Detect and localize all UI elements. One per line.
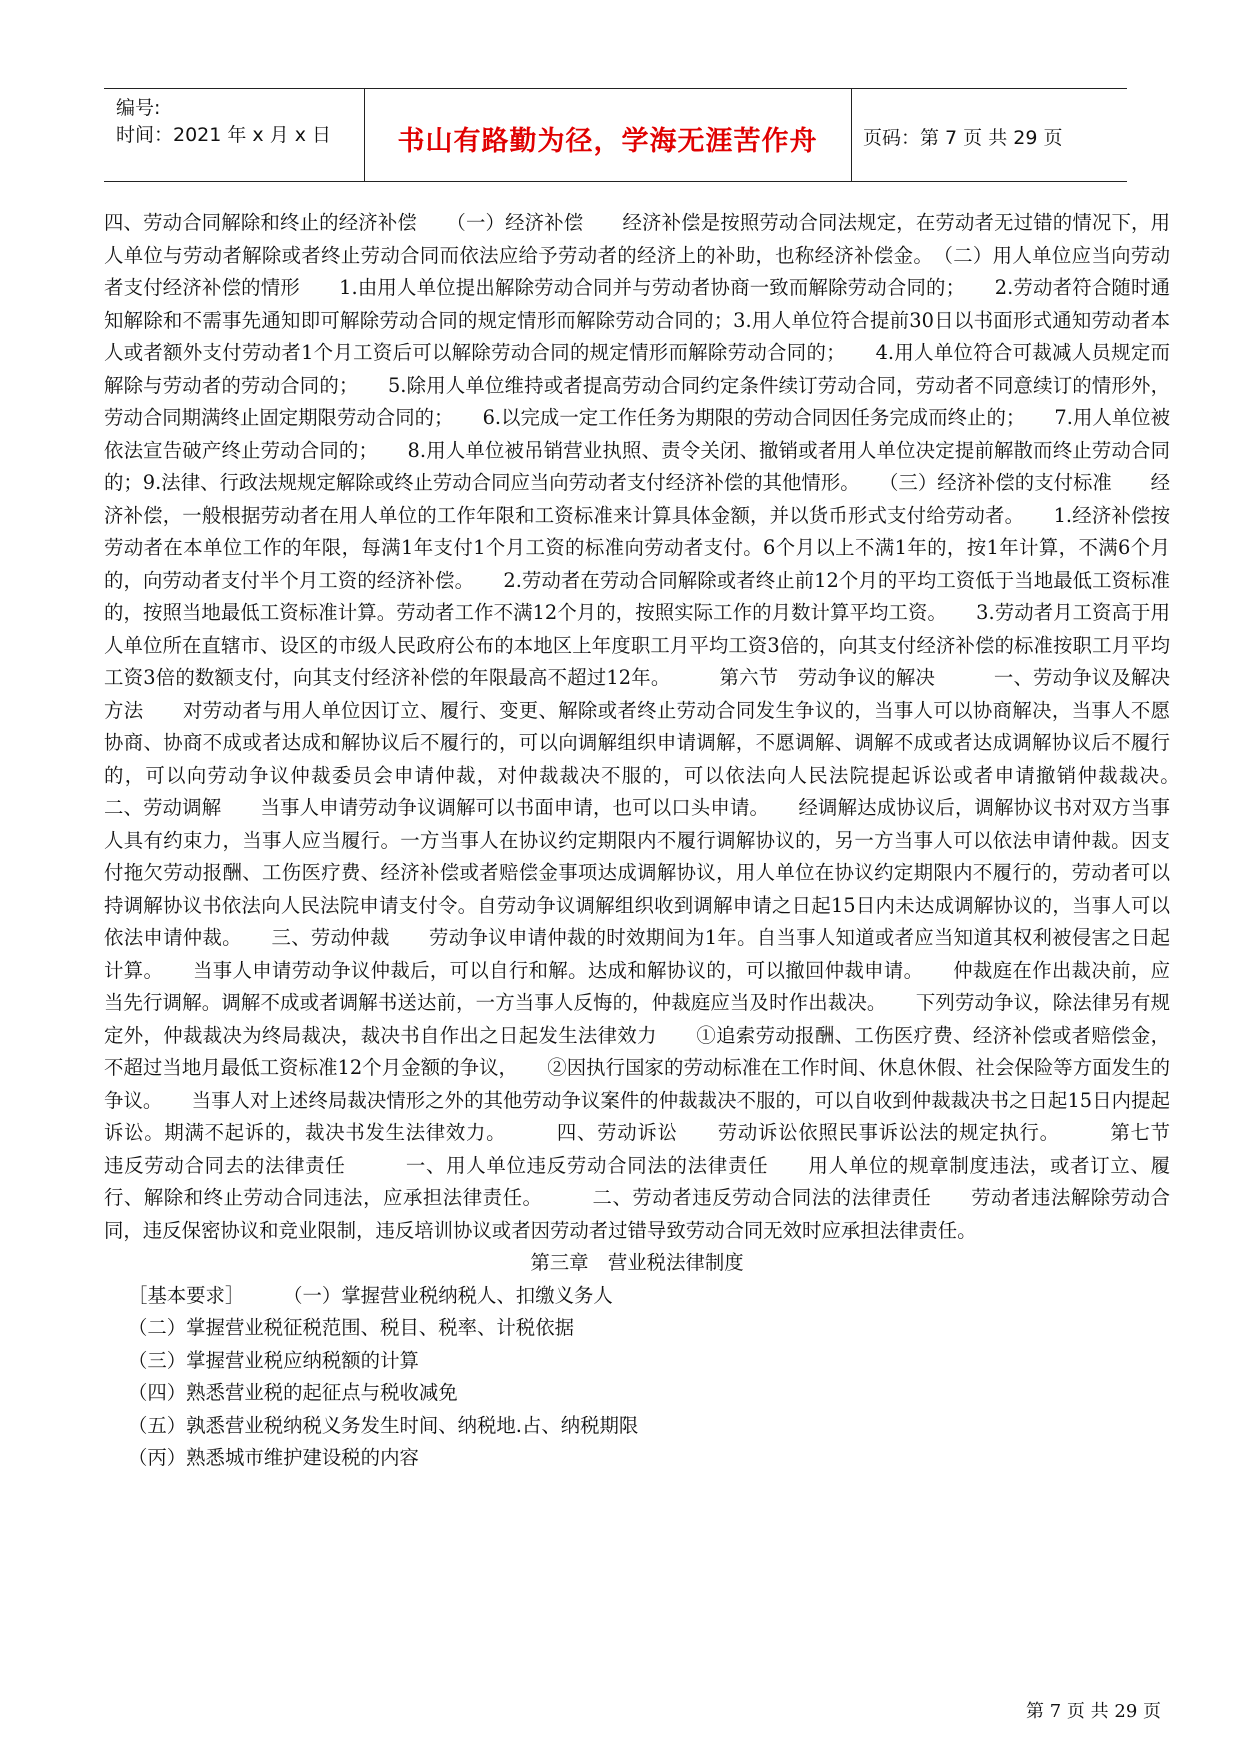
requirement-item: ［基本要求］ （一）掌握营业税纳税人、扣缴义务人 (128, 1283, 613, 1307)
page-header (104, 88, 1127, 182)
chapter-title: 第三章 营业税法律制度 (530, 1251, 744, 1274)
requirement-item: （五）孰悉营业税纳税义务发生时间、纳税地.占、纳税期限 (128, 1413, 639, 1437)
header-info-cell (104, 89, 365, 181)
header-motto-cell (364, 89, 852, 181)
requirement-item: （二）掌握营业税征税范围、税目、税率、计税依据 (128, 1316, 574, 1339)
header-motto: 书山有路勤为径，学海无涯苦作舟 (397, 126, 818, 157)
document-body (104, 207, 1229, 1475)
document-number-label: 编号: (116, 97, 161, 119)
body-paragraph: 四、劳动合同解除和终止的经济补偿 （一）经济补偿 经济补偿是按照劳动合同法规定，在劳动者无过错的情况下，用人单位与劳动者解除或者终止劳动合同而依法应给予劳动者的经济上的补助，也称经济补偿金。 （二）用人单位应当向劳动者支付经济补偿的情形 1.由用人单位提出解除劳动合同并与劳动者协商一致而解除劳动合同的； 2.劳动者符合随时通知解除和不需事先通知即可解除劳动合同的规定情形而解除劳动合同的；3.用人单位符合提前30日以书面形式通知劳动者本人或者额外支付劳动者1个月工资后可以解除劳动合同的规定情形而解除劳动合同的； 4.用人单位符合可裁减人员规定而解除与劳动者的劳动合同的； 5.除用人单位维持或者提高劳动合同约定条件续订劳动合同，劳动者不同意续订的情形外，劳动合同期满终止固定期限劳动合同的； 6.以完成一定工作任务为期限的劳动合同因任务完成而终止的； 7.用人单位被依法宣告破产终止劳动合同的； 8.用人单位被吊销营业执照、责令关闭、撤销或者用人单位决定提前解散而终止劳动合同的；9.法律、行政法规规定解除或终止劳动合同应当向劳动者支付经济补偿的其他情形。 （三）经济补偿的支付标准 经济补偿，一般根据劳动者在用人单位的工作年限和工资标准来计算具体金额，并以货币形式支付给劳动者。 1.经济补偿按劳动者在本单位工作的年限，每满1年支付1个月工资的标准向劳动者支付。6个月以上不满1年的，按1年计算，不满6个月的，向劳动者支付半个月工资的经济补偿。 2.劳动者在劳动合同解除或者终止前12个月的平均工资低于当地最低工资标准的，按照当地最低工资标准计算。劳动者工作不满12个月的，按照实际工作的月数计算平均工资。 3.劳动者月工资高于用人单位所在直辖市、设区的市级人民政府公布的本地区上年度职工月平均工资3倍的，向其支付经济补偿的标准按职工月平均工资3倍的数额支付，向其支付经济补偿的年限最高不超过12年。 第六节 劳动争议的解决 一、劳动争议及解决方法 对劳动者与用人单位因订立、履行、变更、解除或者终止劳动合同发生争议的，当事人可以协商解决，当事人不愿协商、协商不成或者达成和解协议后不履行的，可以向调解组织申请调解，不愿调解、调解不成或者达成调解协议后不履行的，可以向劳动争议仲裁委员会申请仲裁，对仲裁裁决不服的，可以依法向人民法院提起诉讼或者申请撤销仲裁裁决。 二、劳动调解 当事人申请劳动争议调解可以书面申请，也可以口头申请。 经调解达成协议后，调解协议书对双方当事人具有约束力，当事人应当履行。一方当事人在协议约定期限内不履行调解协议的，另一方当事人可以依法申请仲裁。因支付拖欠劳动报酬、工伤医疗费、经济补偿或者赔偿金事项达成调解协议，用人单位在协议约定期限内不履行的，劳动者可以持调解协议书依法向人民法院申请支付令。自劳动争议调解组织收到调解申请之日起15日内未达成调解协议的，当事人可以依法申请仲裁。 三、劳动仲裁 劳动争议申请仲裁的时效期间为1年。自当事人知道或者应当知道其权利被侵害之日起计算。 当事人申请劳动争议仲裁后，可以自行和解。达成和解协议的，可以撤回仲裁申请。 仲裁庭在作出裁决前，应当先行调解。调解不成或者调解书送达前，一方当事人反悔的，仲裁庭应当及时作出裁决。 下列劳动争议，除法律另有规定外，仲裁裁决为终局裁决，裁决书自作出之日起发生法律效力 ①追索劳动报酬、工伤医疗费、经济补偿或者赔偿金，不超过当地月最低工资标准12个月金额的争议， ②因执行国家的劳动标准在工作时间、休息休假、社会保险等方面发生的争议。 当事人对上述终局裁决情形之外的其他劳动争议案件的仲裁裁决不服的，可以自收到仲裁裁决书之日起15日内提起诉讼。期满不起诉的，裁决书发生法律效力。 四、劳动诉讼 劳动诉讼依照民事诉讼法的规定执行。 第七节 违反劳动合同去的法律责任 一、用人单位违反劳动合同法的法律责任 用人单位的规章制度违法，或者订立、履行、解除和终止劳动合同违法，应承担法律责任。 二、劳动者违反劳动合同法的法律责任 劳动者违法解除劳动合同，违反保密协议和竞业限制，违反培训协议或者因劳动者过错导致劳动合同无效时应承担法律责任。 (104, 211, 1229, 1242)
header-page-code: 页码：第 7 页 共 29 页 (863, 127, 1063, 149)
requirement-item: （丙）熟悉城市维护建设税的内容 (128, 1446, 419, 1469)
requirement-item: （四）熟悉营业税的起征点与税收减免 (128, 1381, 458, 1404)
requirement-item: （三）掌握营业税应纳税额的计算 (128, 1348, 419, 1372)
header-page-cell (851, 89, 1127, 181)
document-time-label: 时间：2021 年 x 月 x 日 (116, 124, 332, 146)
page-footer-number: 第 7 页 共 29 页 (1026, 1701, 1161, 1722)
